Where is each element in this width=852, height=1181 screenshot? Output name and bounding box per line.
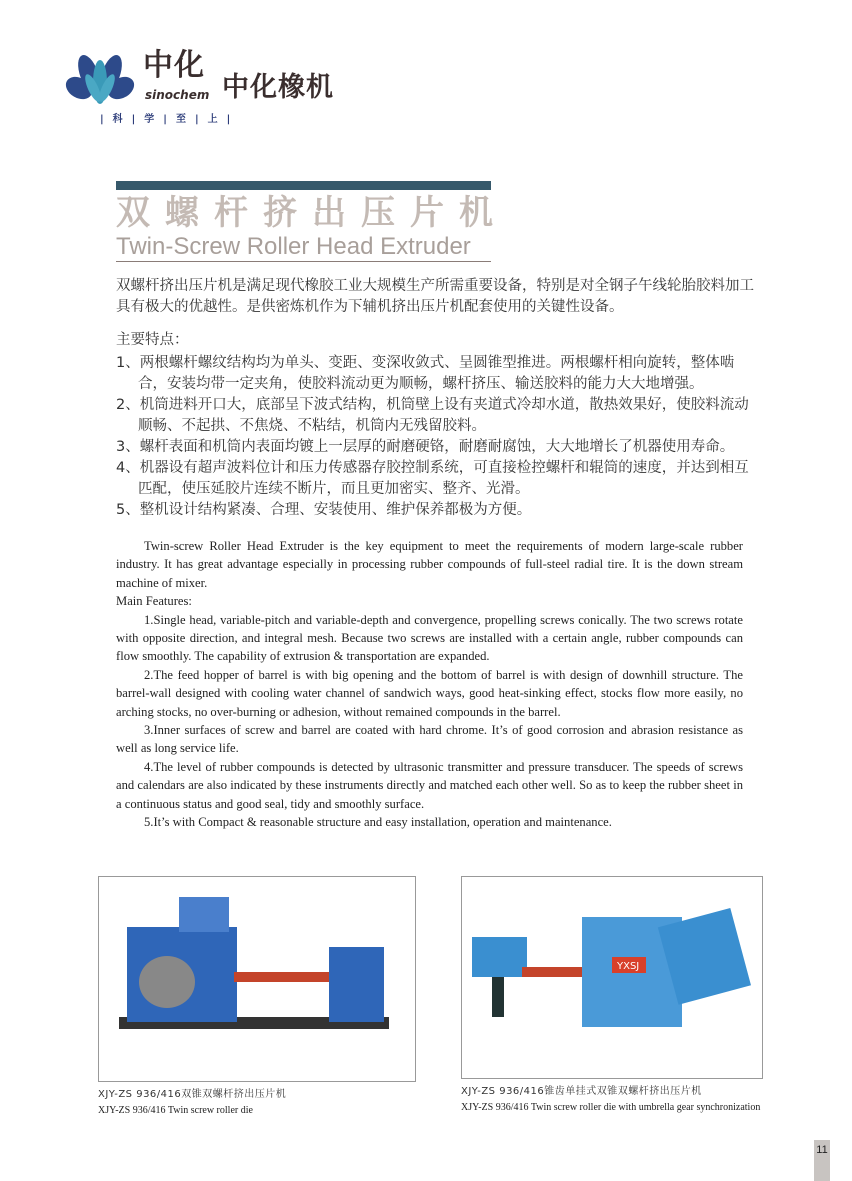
intro-en: Twin-screw Roller Head Extruder is the key equipment to meet the requirements of modern large-scale rubber industry. It has great advantage especially in processing rubber compounds of full-steel radial tire. It is the down stream machine of mixer. <box>116 539 743 590</box>
machine-photo-1 <box>98 876 416 1082</box>
feature-item-en: 3.Inner surfaces of screw and barrel are coated with hard chrome. It’s of good corrosion and abrasion resistance as well as long service life. <box>116 723 743 756</box>
intro-cn: 双螺杆挤出压片机是满足现代橡胶工业大规模生产所需重要设备，特别是对全钢子午线轮胎胶料加工具有极大的优越性。是供密炼机作为下辅机挤出压片机配套使用的关键性设备。 <box>116 278 754 315</box>
title-divider <box>116 261 491 262</box>
photo-2-caption-en: XJY-ZS 936/416 Twin screw roller die with umbrella gear synchronization <box>461 1101 761 1113</box>
photo-1-caption-en: XJY-ZS 936/416 Twin screw roller die <box>98 1104 253 1116</box>
machine-label: YXSJ <box>617 960 640 972</box>
brand-name: 中化橡机 <box>222 72 334 103</box>
logo-chinese: 中化 <box>143 48 205 83</box>
photo-row <box>98 876 761 1117</box>
feature-item-en: 1.Single head, variable-pitch and variable-depth and convergence, propelling screws conically. The two screws rotate with opposite direction, and integral mesh. Because two screws are installed with a certain angle, rubber compounds can flow smoothly. The capability of extrusion & transportation are expanded. <box>116 612 743 664</box>
feature-item-en: 5.It’s with Compact & reasonable structure and easy installation, operation and maintenance. <box>144 815 612 830</box>
page-number: 11 <box>814 1140 830 1181</box>
title-bar <box>116 181 491 190</box>
feature-item: 5、整机设计结构紧凑、合理、安装使用、维护保养都极为方便。 <box>116 502 532 518</box>
english-description <box>116 537 743 832</box>
page-title-cn: 双螺杆挤出压片机 <box>116 193 508 233</box>
feature-item-en: 4.The level of rubber compounds is detected by ultrasonic transmitter and pressure transducer. The speeds of screws and calendars are also indicated by these instruments directly and matched each other well. So as to keep the rubber sheet in a continuous status and good seal, tidy and smoothly surface. <box>116 759 743 811</box>
slogan: |科|学|至|上| <box>100 114 240 125</box>
feature-item: 1、两根螺杆螺纹结构均为单头、变距、变深收敛式、呈圆锥型推进。两根螺杆相向旋转，整体啮合，安装均带一定夹角，使胶料流动更为顺畅，螺杆挤压、输送胶料的能力大大地增强。 <box>116 355 735 392</box>
feature-item: 3、螺杆表面和机筒内表面均镀上一层厚的耐磨硬铬，耐磨耐腐蚀，大大地增长了机器使用寿命。 <box>116 439 735 455</box>
feature-item-en: 2.The feed hopper of barrel is with big opening and the bottom of barrel is with design of downhill structure. The barrel-wall designed with cooling water channel of sandwich ways, good heat-sinking effect, stocks flow more easily, no arching stocks, no over-burning or adhesion, without remained compounds in the barrel. <box>116 667 743 719</box>
feature-item: 2、机筒进料开口大，底部呈下波式结构，机筒壁上设有夹道式冷却水道，散热效果好，使胶料流动顺畅、不起拱、不焦烧、不粘结，机筒内无残留胶料。 <box>116 397 749 434</box>
photo-2-block <box>461 876 763 1114</box>
features-heading-cn: 主要特点： <box>116 332 189 348</box>
feature-item: 4、机器设有超声波料位计和压力传感器存胶控制系统，可直接检控螺杆和辊筒的速度，并达到相互匹配，使压延胶片连续不断片，而且更加密实、整齐、光滑。 <box>116 460 749 497</box>
sinochem-logo-icon <box>65 50 135 106</box>
features-list-cn <box>116 353 758 521</box>
machine-photo-2 <box>461 876 763 1079</box>
page-title-en: Twin-Screw Roller Head Extruder <box>116 233 471 260</box>
content-column <box>98 276 761 1117</box>
logo-english: sinochem <box>145 88 210 102</box>
features-heading-en: Main Features: <box>116 594 192 609</box>
photo-2-caption-cn: XJY-ZS 936/416锥齿单挂式双锥双螺杆挤出压片机 <box>461 1085 702 1097</box>
photo-1-caption-cn: XJY-ZS 936/416双锥双螺杆挤出压片机 <box>98 1088 287 1100</box>
photo-1-block <box>98 876 416 1117</box>
